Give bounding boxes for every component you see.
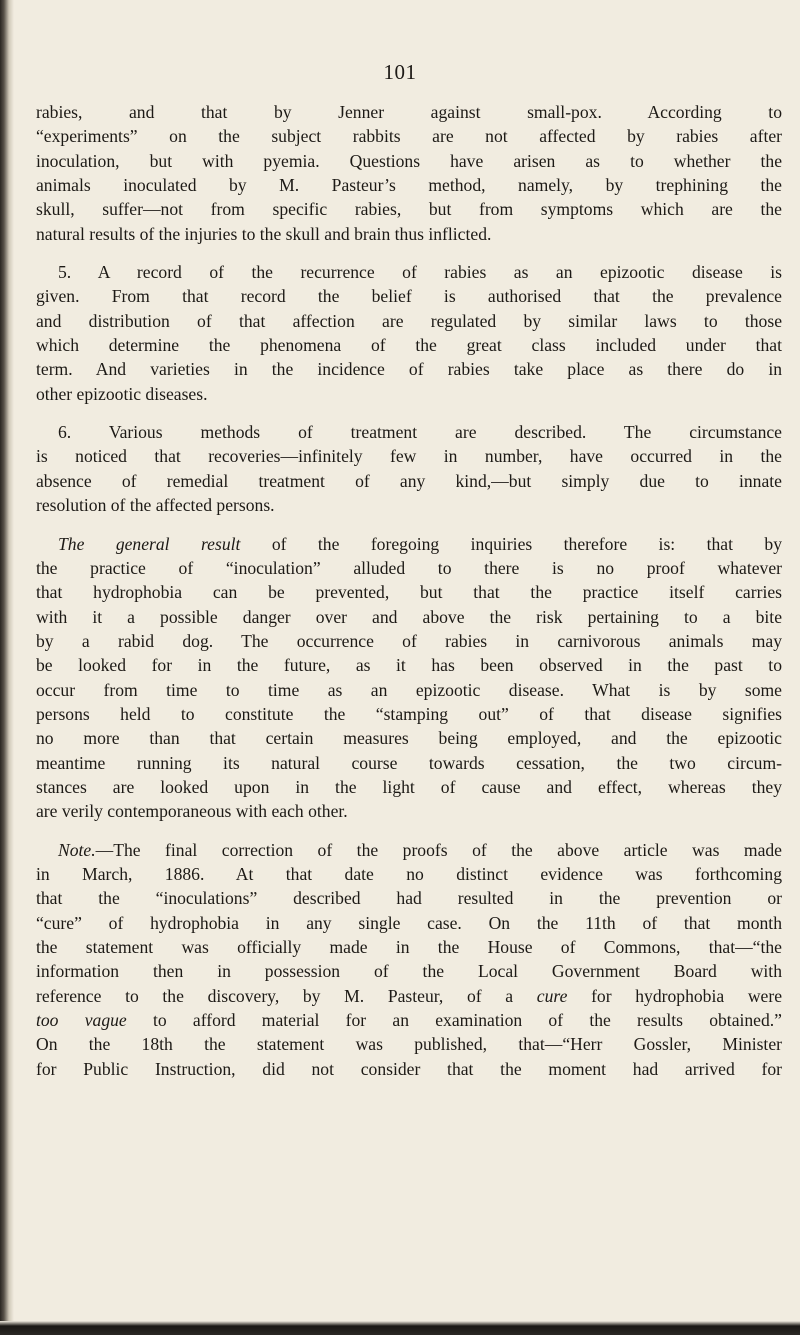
text-line: by a rabid dog. The occurrence of rabies in carnivorous animals may: [36, 630, 782, 651]
paragraph-point-5: [36, 260, 782, 406]
text-line: term. And varieties in the incidence of rabies take place as there do in: [36, 359, 782, 380]
text-line: that the “inoculations” described had resulted in the prevention or: [36, 888, 782, 909]
text-line: “experiments” on the subject rabbits are not affected by rabies after: [36, 126, 782, 147]
line-rest: for hydrophobia were: [567, 985, 783, 1006]
text-line: “cure” of hydrophobia in any single case. On the 11th of that month: [36, 912, 782, 933]
text-line: be looked for in the future, as it has been observed in the past to: [36, 655, 782, 676]
text-line: the statement was officially made in the House of Commons, that—“the: [36, 937, 782, 957]
page-number: 101: [383, 60, 417, 84]
text-line: [36, 838, 782, 862]
text-line: animals inoculated by M. Pasteur’s method, namely, by trephining the: [36, 175, 782, 196]
page-binding-shadow: [0, 0, 14, 1335]
text-line: rabies, and that by Jenner against small-pox. According to: [36, 102, 782, 122]
text-line: meantime running its natural course towards cessation, the two circum-: [36, 752, 782, 773]
text-line: On the 18th the statement was published, that—“Herr Gossler, Minister: [36, 1034, 782, 1055]
line-rest: —The final correction of the proofs of the above article was made: [95, 839, 782, 860]
text-line: stances are looked upon in the light of cause and effect, whereas they: [36, 776, 782, 797]
text-line: which determine the phenomena of the great class included under that: [36, 335, 782, 356]
text-line: 6. Various methods of treatment are described. The circumstance: [58, 422, 782, 443]
text-line: the practice of “inoculation” alluded to there is no proof whatever: [36, 557, 782, 578]
text-line: resolution of the affected persons.: [36, 495, 275, 516]
page-bottom-edge: [0, 1321, 800, 1335]
text-line: information then in possession of the Local Government Board with: [36, 961, 782, 982]
text-line: absence of remedial treatment of any kind,—but simply due to innate: [36, 470, 782, 491]
text-line: in March, 1886. At that date no distinct evidence was forthcoming: [36, 863, 782, 884]
line-rest: of the foregoing inquiries therefore is: that by: [240, 533, 782, 554]
text-line: for Public Instruction, did not consider that the moment had arrived for: [36, 1058, 782, 1079]
text-line: no more than that certain measures being employed, and the epizootic: [36, 728, 782, 749]
page-body: [36, 100, 782, 1081]
text-line: persons held to constitute the “stamping out” of that disease signifies: [36, 703, 782, 724]
text-line: are verily contemporaneous with each other.: [36, 801, 348, 822]
text-line: natural results of the injuries to the skull and brain thus inflicted.: [36, 223, 492, 244]
text-line: skull, suffer—not from specific rabies, but from symptoms which are the: [36, 199, 782, 220]
text-line: is noticed that recoveries—infinitely few in number, have occurred in the: [36, 446, 782, 467]
text-line: 5. A record of the recurrence of rabies as an epizootic disease is: [58, 262, 782, 283]
paragraph-general-result: [36, 532, 782, 824]
line-start: reference to the discovery, by M. Pasteur, of a: [36, 985, 514, 1006]
text-line: other epizootic diseases.: [36, 383, 208, 404]
text-line: [36, 532, 782, 556]
paragraph-note: [36, 838, 782, 1081]
italic-phrase: too vague: [36, 1010, 127, 1031]
text-line: given. From that record the belief is authorised that the prevalence: [36, 286, 782, 307]
text-line: occur from time to time as an epizootic disease. What is by some: [36, 679, 782, 700]
text-line: inoculation, but with pyemia. Questions have arisen as to whether the: [36, 150, 782, 171]
paragraph-continuation: [36, 100, 782, 246]
text-line: [36, 1008, 782, 1032]
italic-word: cure: [536, 985, 568, 1006]
line-rest: to afford material for an examination of the results obtained.”: [126, 1010, 782, 1031]
italic-lead: The general result: [58, 533, 241, 554]
text-line: that hydrophobia can be prevented, but that the practice itself carries: [36, 582, 782, 603]
paragraph-point-6: [36, 420, 782, 517]
text-line: with it a possible danger over and above the risk pertaining to a bite: [36, 606, 782, 627]
text-line: [36, 984, 782, 1008]
italic-lead: Note.: [58, 839, 96, 860]
text-line: and distribution of that affection are regulated by similar laws to those: [36, 310, 782, 331]
